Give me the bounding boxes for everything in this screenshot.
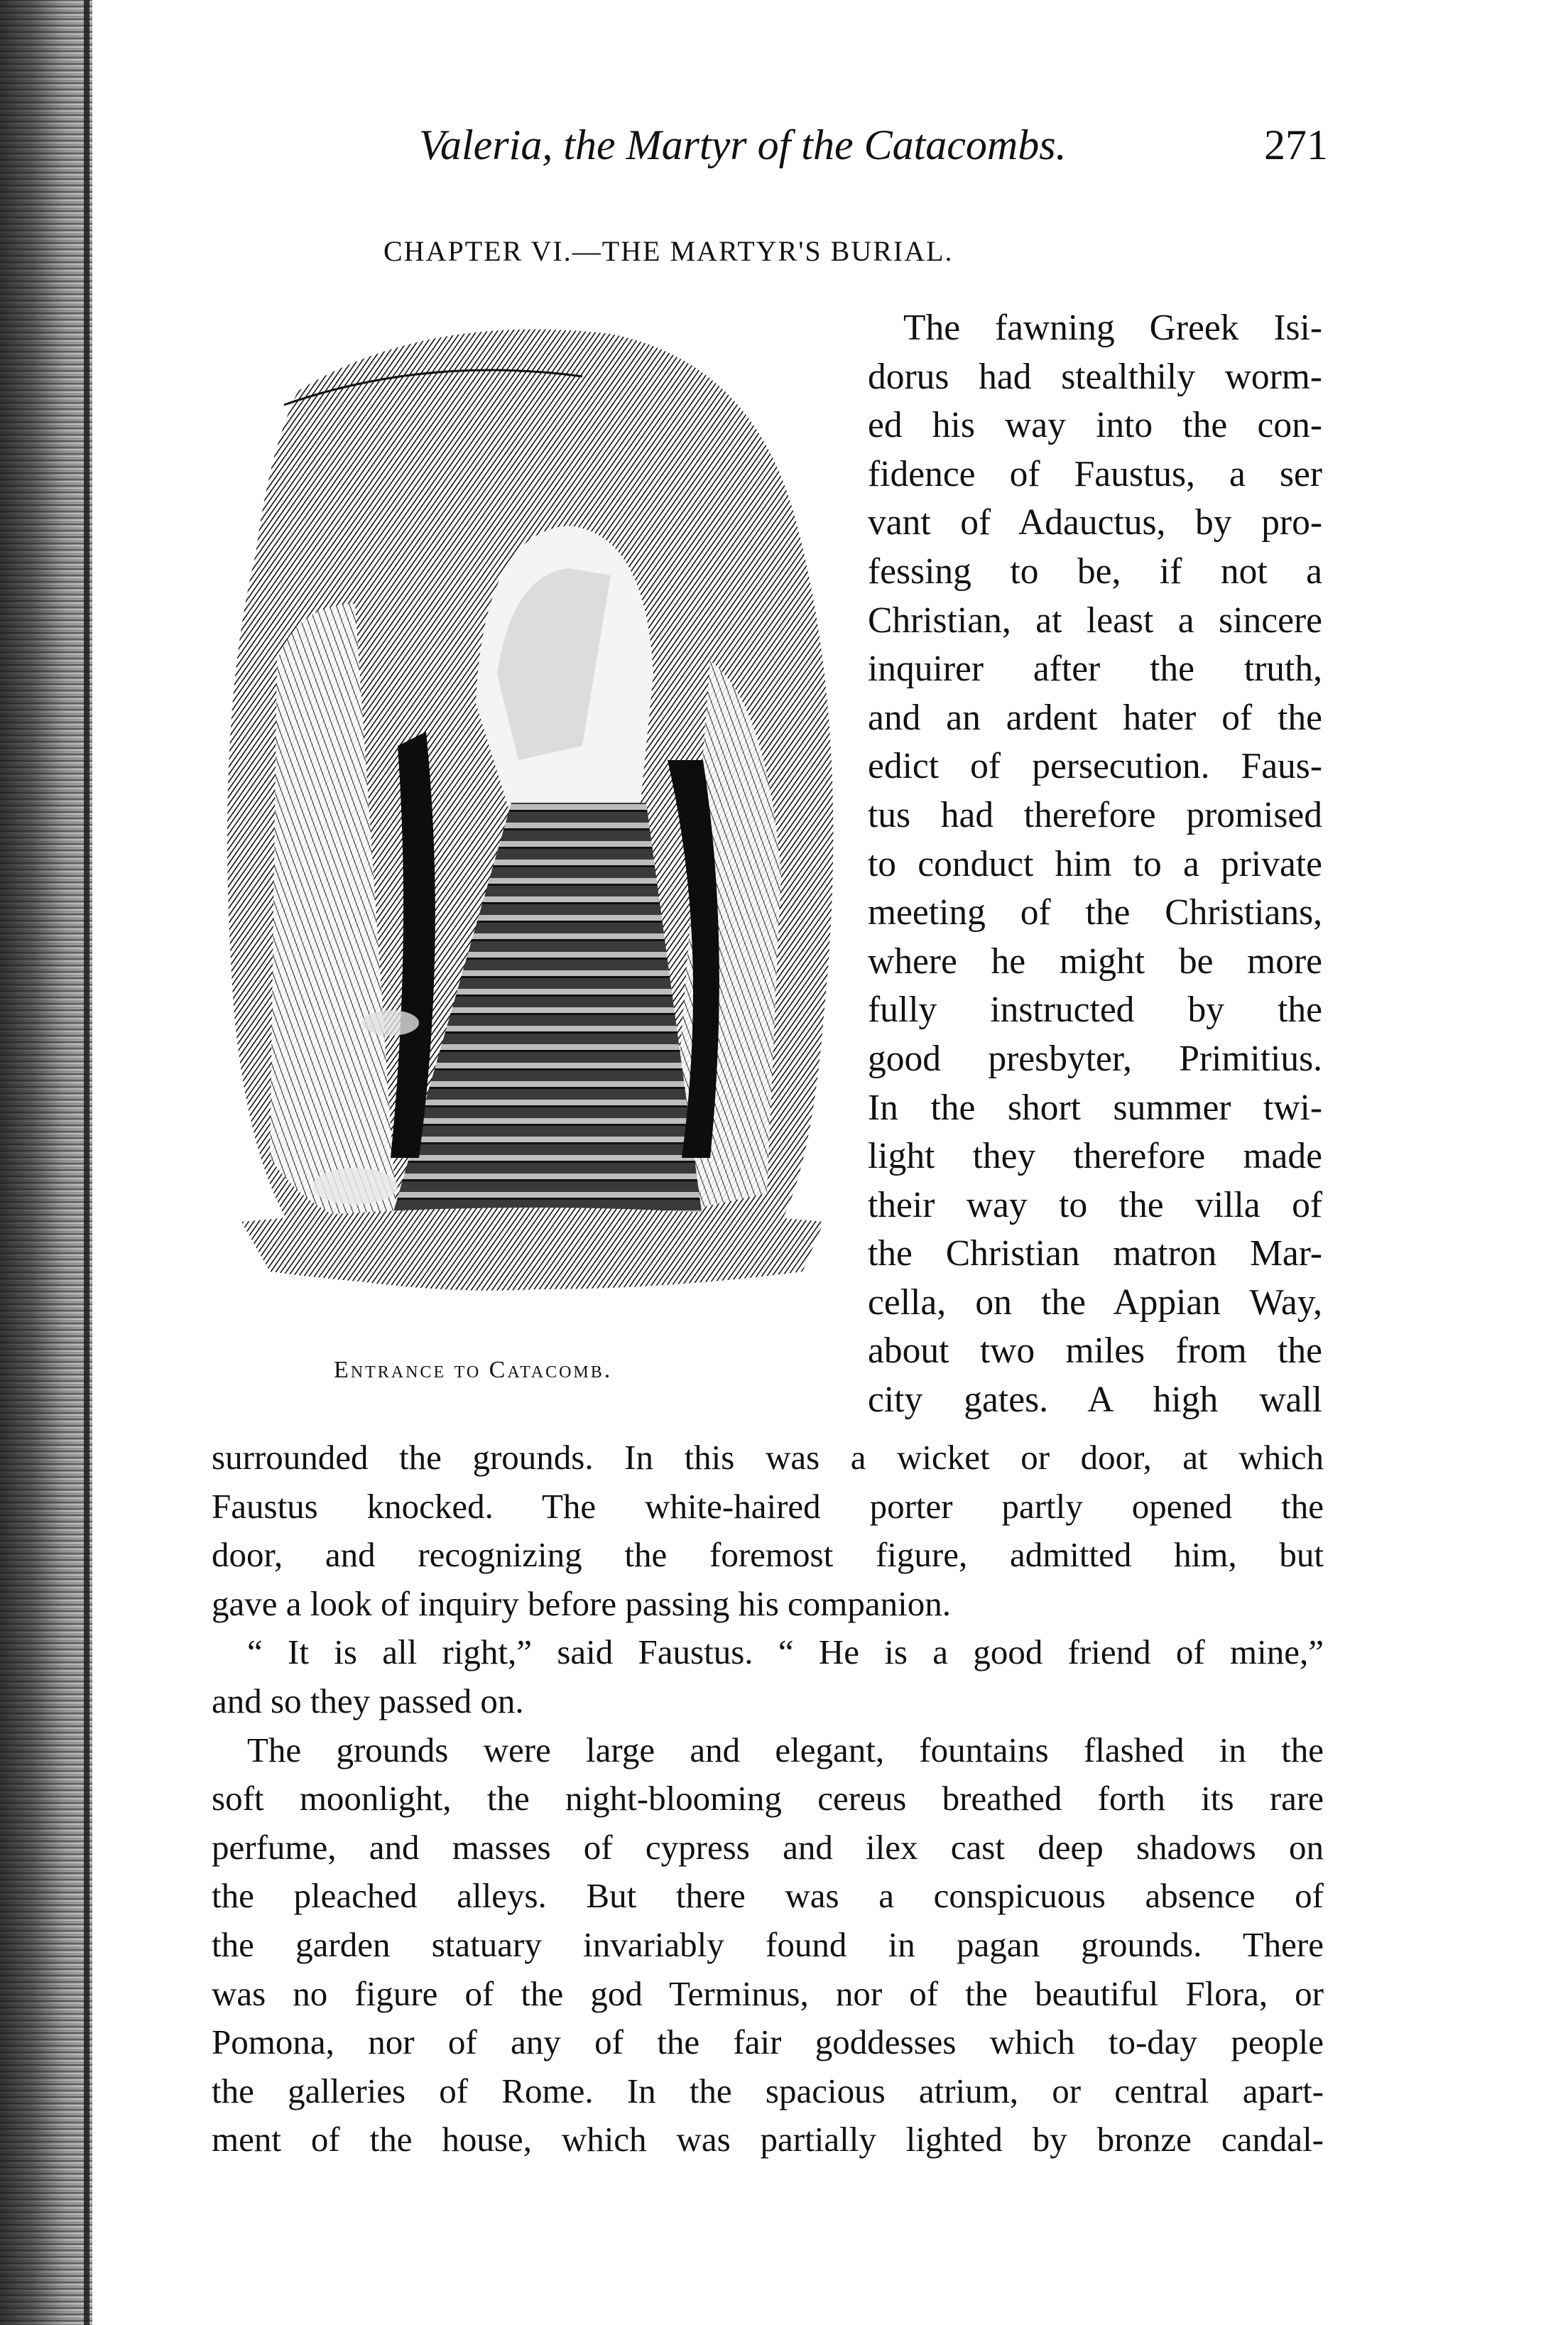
text-line: tus had therefore promised bbox=[868, 794, 1322, 835]
text-line: the garden statuary invariably found in pagan grounds. There bbox=[212, 1924, 1324, 1964]
text-line: Faustus knocked. The white-haired porter partly opened the bbox=[212, 1486, 1324, 1526]
text-line: meeting of the Christians, bbox=[868, 892, 1322, 933]
text-line: vant of Adauctus, by pro- bbox=[868, 502, 1322, 543]
text-line: was no figure of the god Terminus, nor of the beautiful Flora, or bbox=[212, 1973, 1324, 2013]
text-line: fessing to be, if not a bbox=[868, 551, 1322, 592]
text-line: dorus had stealthily worm- bbox=[868, 356, 1322, 397]
text-line: to conduct him to a private bbox=[868, 843, 1322, 884]
text-line: Christian, at least a sincere bbox=[868, 600, 1322, 641]
text-line: perfume, and masses of cypress and ilex cast deep shadows on bbox=[212, 1827, 1324, 1867]
text-line: door, and recognizing the foremost figure, admitted him, but bbox=[212, 1535, 1324, 1575]
running-head bbox=[419, 121, 1328, 185]
page-number: 271 bbox=[1264, 121, 1328, 168]
side-column-text bbox=[868, 304, 1322, 1425]
chapter-heading: CHAPTER VI.—THE MARTYR'S BURIAL. bbox=[383, 235, 954, 267]
text-line: the Christian matron Mar- bbox=[868, 1233, 1322, 1274]
text-line: fully instructed by the bbox=[868, 990, 1322, 1031]
text-line: Pomona, nor of any of the fair goddesses which to-day people bbox=[212, 2022, 1324, 2062]
text-line: good presbyter, Primitius. bbox=[868, 1038, 1322, 1079]
running-title: Valeria, the Martyr of the Catacombs. bbox=[419, 121, 1067, 168]
text-line: gave a look of inquiry before passing his companion. bbox=[212, 1583, 952, 1623]
text-line: the pleached alleys. But there was a conspicuous absence of bbox=[212, 1876, 1324, 1916]
text-line: surrounded the grounds. In this was a wicket or door, at which bbox=[212, 1438, 1324, 1477]
text-line: The grounds were large and elegant, fountains flashed in the bbox=[247, 1730, 1324, 1770]
text-line: about two miles from the bbox=[868, 1330, 1322, 1372]
text-line: In the short summer twi- bbox=[868, 1087, 1322, 1128]
text-line: the galleries of Rome. In the spacious atrium, or central apart- bbox=[212, 2071, 1324, 2110]
page-binding-line bbox=[84, 0, 89, 2325]
text-line: light they therefore made bbox=[868, 1136, 1322, 1177]
text-line: their way to the villa of bbox=[868, 1184, 1322, 1225]
text-line: ed his way into the con- bbox=[868, 405, 1322, 446]
text-line: The fawning Greek Isi- bbox=[903, 308, 1322, 348]
text-line: and an ardent hater of the bbox=[868, 697, 1322, 738]
text-line: fidence of Faustus, a ser bbox=[868, 453, 1322, 494]
text-line: and so they passed on. bbox=[212, 1681, 524, 1720]
text-line: ment of the house, which was partially lighted by bronze candal- bbox=[212, 2120, 1324, 2159]
text-line: soft moonlight, the night-blooming cereus breathed forth its rare bbox=[212, 1779, 1324, 1819]
page-binding-edge bbox=[0, 0, 92, 2325]
text-line: cella, on the Appian Way, bbox=[868, 1281, 1322, 1323]
text-line: edict of persecution. Faus- bbox=[868, 746, 1322, 787]
full-column-text bbox=[212, 1434, 1324, 2164]
text-line: where he might be more bbox=[868, 941, 1322, 982]
catacomb-engraving bbox=[213, 305, 852, 1335]
text-line: “ It is all right,” said Faustus. “ He is a good friend of mine,” bbox=[247, 1632, 1324, 1672]
catacomb-engraving-image bbox=[213, 305, 852, 1335]
text-line: city gates. A high wall bbox=[868, 1380, 1322, 1421]
text-line: inquirer after the truth, bbox=[868, 649, 1322, 690]
figure-caption: Entrance to Catacomb. bbox=[334, 1357, 613, 1383]
